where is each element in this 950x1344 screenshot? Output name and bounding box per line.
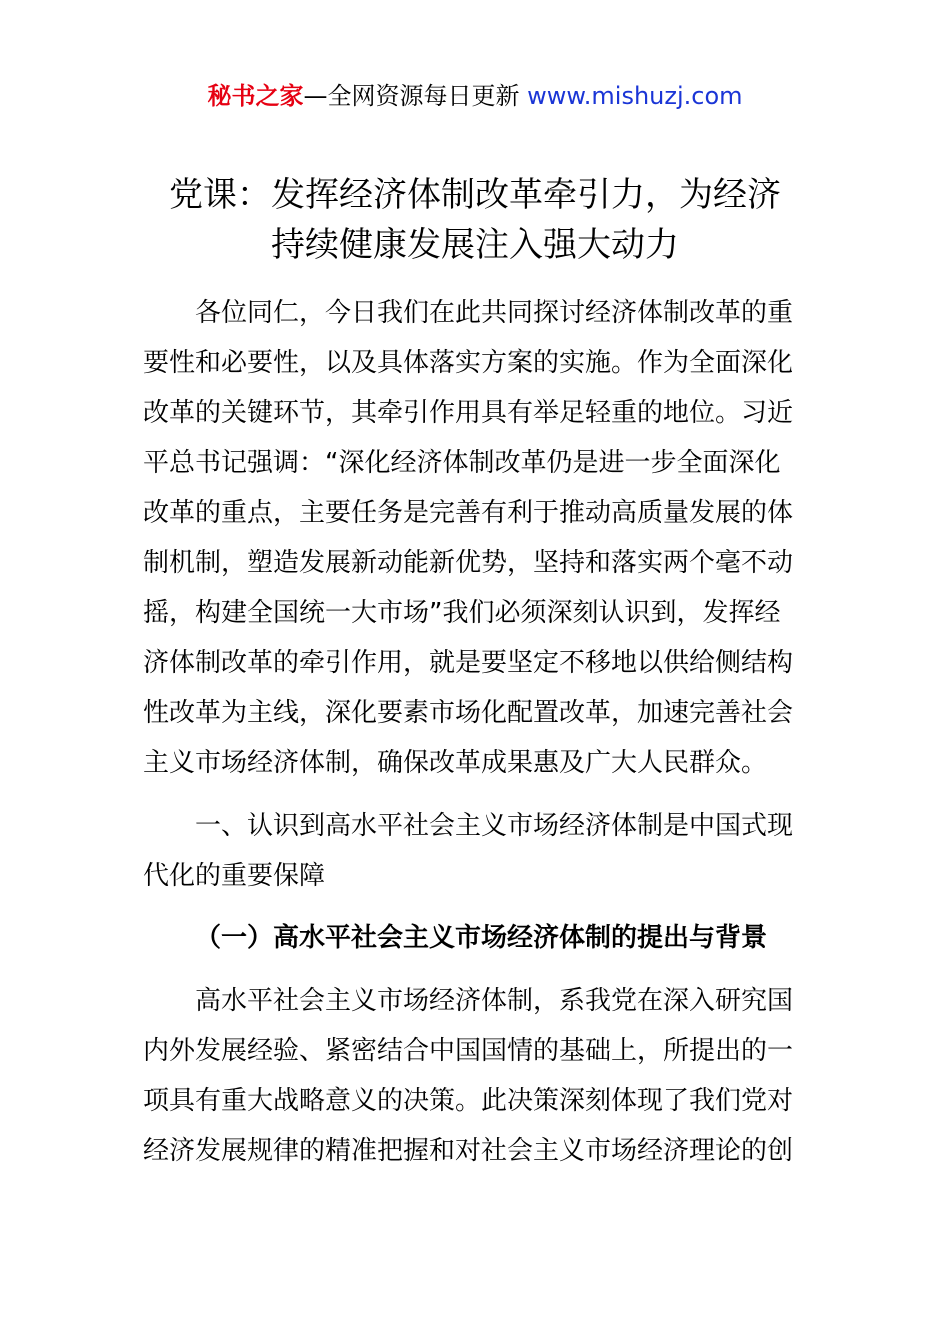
body-line: 平总书记强调：“深化经济体制改革仍是进一步全面深化 [143,448,781,478]
section-heading-line: 一、认识到高水平社会主义市场经济体制是中国式现 [195,811,794,841]
body-line: 济体制改革的牵引作用，就是要坚定不移地以供给侧结构 [143,648,794,678]
site-url-link[interactable]: www.mishuzj.com [527,82,743,110]
body-line: 高水平社会主义市场经济体制，系我党在深入研究国 [195,986,794,1016]
body-line: 主义市场经济体制，确保改革成果惠及广大人民群众。 [143,748,768,778]
subsection-heading: （一）高水平社会主义市场经济体制的提出与背景 [195,923,768,953]
site-brand: 秘书之家 [207,82,304,110]
body-line: 经济发展规律的精准把握和对社会主义市场经济理论的创 [143,1136,794,1166]
body-line: 改革的重点，主要任务是完善有利于推动高质量发展的体 [143,498,794,528]
site-tagline: —全网资源每日更新 [303,82,528,110]
document-title [0,170,950,270]
site-header [0,80,950,112]
body-line: 各位同仁，今日我们在此共同探讨经济体制改革的重 [195,298,794,328]
title-line-1: 党课：发挥经济体制改革牵引力，为经济 [169,175,781,215]
title-line-2: 持续健康发展注入强大动力 [271,225,679,265]
section-heading-line: 代化的重要保障 [143,861,326,891]
body-line: 项具有重大战略意义的决策。此决策深刻体现了我们党对 [143,1086,794,1116]
body-line: 要性和必要性，以及具体落实方案的实施。作为全面深化 [143,348,794,378]
body-line: 改革的关键环节，其牵引作用具有举足轻重的地位。习近 [143,398,794,428]
body-line: 性改革为主线，深化要素市场化配置改革，加速完善社会 [143,698,794,728]
body-line: 内外发展经验、紧密结合中国国情的基础上，所提出的一 [143,1036,794,1066]
body-line: 摇，构建全国统一大市场”我们必须深刻认识到，发挥经 [143,598,781,628]
body-line: 制机制，塑造发展新动能新优势，坚持和落实两个毫不动 [143,548,794,578]
